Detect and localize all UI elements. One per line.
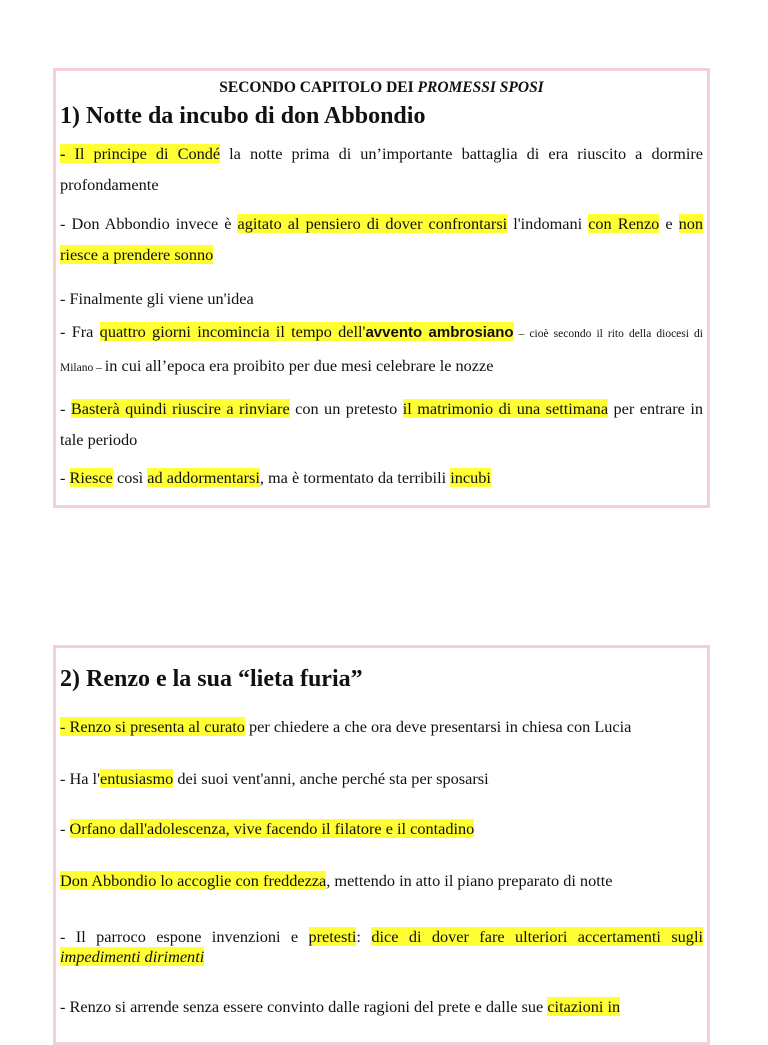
highlight: Il principe di Condé [74, 144, 221, 163]
highlight: incubi [450, 468, 491, 487]
paragraph-freddezza [60, 870, 703, 892]
text: la notte prima di un’importante battaglia di era riuscito a dormire profondamente [60, 144, 703, 194]
text: e [659, 214, 679, 233]
highlight-bold: avvento ambrosiano [365, 324, 514, 341]
highlight: citazioni in [547, 997, 621, 1016]
dash: - [60, 144, 75, 163]
text: l'indomani [507, 214, 589, 233]
text: dei suoi vent'anni, anche perché sta per sposarsi [173, 769, 489, 788]
text: , ma è tormentato da terribili [259, 468, 451, 487]
highlight: Don Abbondio lo accoglie con freddezza [60, 871, 327, 890]
paragraph-agitato [60, 208, 703, 270]
section-1-box [53, 68, 710, 508]
text: con un pretesto [289, 399, 403, 418]
header-plain: SECONDO CAPITOLO DEI [219, 79, 418, 96]
text: - Renzo si arrende senza essere convinto dalle ragioni del prete e dalle sue [60, 997, 548, 1016]
paragraph-citazioni [60, 996, 703, 1018]
text: - Don Abbondio invece è [60, 214, 238, 233]
highlight: Riesce [69, 468, 113, 487]
highlight: entusiasmo [100, 769, 174, 788]
text: - Ha l' [60, 769, 101, 788]
highlight-italic: impedimenti dirimenti [60, 947, 205, 966]
document-header [60, 78, 703, 98]
highlight [100, 322, 514, 341]
paragraph-orfano [60, 818, 703, 840]
text: - [60, 819, 70, 838]
highlight: pretesti [308, 927, 357, 946]
text: - [60, 468, 70, 487]
highlight: agitato al pensiero di dover confrontarsi [237, 214, 508, 233]
text: , mettendo in atto il piano preparato di notte [326, 871, 613, 890]
text: - Fra [60, 322, 100, 341]
small-note: – cioè secondo il rito della diocesi di Milano – [60, 328, 703, 374]
section-2-heading: 2) Renzo e la sua “lieta furia” [60, 666, 363, 692]
highlight: con Renzo [588, 214, 660, 233]
highlight: - Renzo si presenta al curato [60, 717, 245, 736]
paragraph-incubi [60, 467, 703, 489]
highlight: il matrimonio di una settimana [402, 399, 609, 418]
paragraph-conde [60, 138, 703, 200]
paragraph-idea: - Finalmente gli viene un'idea [60, 289, 254, 308]
text: per entrare in tale periodo [60, 399, 703, 449]
highlight-text: quattro giorni incomincia il tempo dell' [99, 322, 366, 341]
section-2-box [53, 645, 710, 1045]
section-1-heading: 1) Notte da incubo di don Abbondio [60, 103, 426, 129]
header-italic: PROMESSI SPOSI [417, 79, 544, 96]
paragraph-rinviare [60, 393, 703, 455]
text: : [356, 927, 372, 946]
paragraph-renzo-curato [60, 716, 703, 738]
text: - Il parroco espone invenzioni e [60, 927, 309, 946]
highlight: dice di dover fare ulteriori accertamenti sugli [371, 927, 703, 946]
text: - [60, 399, 71, 418]
paragraph-avvento [60, 316, 703, 384]
highlight: Orfano dall'adolescenza, vive facendo il filatore e il contadino [69, 819, 475, 838]
highlight: ad addormentarsi [147, 468, 260, 487]
text: per chiedere a che ora deve presentarsi in chiesa con Lucia [244, 717, 632, 736]
paragraph-pretesti [60, 927, 703, 967]
text: in cui all’epoca era proibito per due mesi celebrare le nozze [104, 356, 494, 375]
paragraph-entusiasmo [60, 768, 703, 790]
text: così [112, 468, 148, 487]
highlight: Basterà quindi riuscire a rinviare [70, 399, 290, 418]
highlight: non riesce a prendere sonno [60, 214, 703, 264]
